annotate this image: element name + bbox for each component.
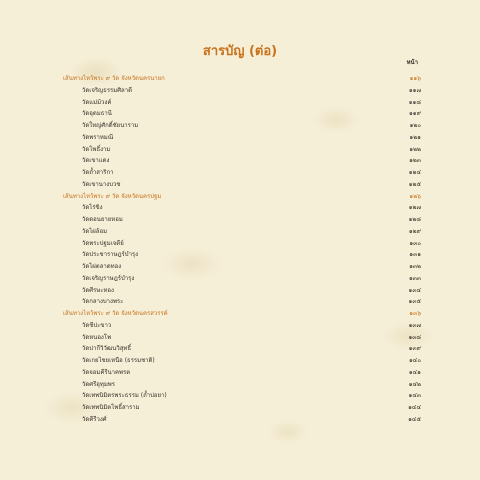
toc-page-number: ๑๒๗ xyxy=(408,204,421,212)
toc-page-number: ๑๒๔ xyxy=(408,169,421,176)
toc-entry-label: วัดหนองโพ xyxy=(82,333,112,341)
toc-section-heading[interactable] xyxy=(63,191,421,203)
toc-page-number: ๑๒๕ xyxy=(408,180,421,188)
toc-page-number: ๑๔๑ xyxy=(408,368,421,376)
toc-page-number: ๑๑๘ xyxy=(408,98,421,106)
toc-entry[interactable] xyxy=(63,85,421,97)
toc-entry[interactable] xyxy=(63,167,421,179)
toc-page-number: ๑๓๑ xyxy=(409,251,421,259)
toc-page-number: ๑๓๖ xyxy=(409,310,421,317)
toc-page-number: ๑๔๒ xyxy=(408,380,421,388)
toc-page-number: ๑๓๙ xyxy=(408,345,421,353)
toc-entry-label: วัดไร่ขิง xyxy=(82,204,103,212)
toc-entry-label: วัดเจริญธรรมศิลาดี xyxy=(82,86,132,94)
toc-entry[interactable] xyxy=(63,390,421,402)
toc-page-number: ๑๔๔ xyxy=(408,404,421,411)
toc-entry-label: เส้นทางไหว้พระ ๙ วัด จังหวัดนครนายก xyxy=(63,75,165,82)
toc-entry-label: เส้นทางไหว้พระ ๙ วัด จังหวัดนครปฐม xyxy=(63,192,162,200)
toc-entry-label: วัดใหญ่ศักดิ์ชัยนาราม xyxy=(82,122,139,129)
toc-section-heading[interactable] xyxy=(63,73,421,85)
toc-page-number: ๑๒๑ xyxy=(409,133,421,141)
toc-page-number: ๑๔๐ xyxy=(408,357,421,364)
toc-entry-label: วัดแม่ม้วงค์ xyxy=(82,98,112,106)
toc-entry[interactable] xyxy=(63,296,421,308)
toc-entry[interactable] xyxy=(63,155,421,167)
toc-page-number: ๑๔๓ xyxy=(408,392,421,400)
toc-page-number: ๑๔๕ xyxy=(408,415,421,423)
toc-entry[interactable] xyxy=(63,202,421,214)
toc-entry-label: วัดดอนยายหอม xyxy=(82,216,123,223)
toc-page-number: ๑๒๖ xyxy=(409,192,421,200)
toc-entry[interactable] xyxy=(63,379,421,391)
toc-entry[interactable] xyxy=(63,120,421,132)
toc-entry-label: วัดเทพนิมิตรพระธรรม (ถ้ำบ่อยา) xyxy=(82,392,167,400)
toc-entry-label: วัดพระปฐมเจดีย์ xyxy=(82,239,124,247)
toc-entry-label: วัดศีรษะทอง xyxy=(82,286,114,294)
toc-page-number: ๑๒๒ xyxy=(409,145,421,153)
toc-entry-label: วัดถ้ำสาริกา xyxy=(82,169,114,176)
toc-page-number: ๑๓๒ xyxy=(409,263,421,270)
toc-entry[interactable] xyxy=(63,402,421,414)
toc-entry-label: วัดอุดมธานี xyxy=(82,110,112,118)
toc-entry-label: วัดพราหมณี xyxy=(82,133,114,141)
toc-entry[interactable] xyxy=(63,214,421,226)
toc-page-number: ๑๒๘ xyxy=(408,216,421,223)
toc-entry[interactable] xyxy=(63,320,421,332)
toc-entry-label: วัดเขานางบวช xyxy=(82,180,121,188)
toc-entry-label: วัดกลางบางพระ xyxy=(82,298,124,306)
toc-page-number: ๑๒๓ xyxy=(409,157,421,165)
toc-entry[interactable] xyxy=(63,226,421,238)
toc-page-number: ๑๒๙ xyxy=(408,227,421,235)
toc-entry-label: วัดไผ่ล้อม xyxy=(82,227,108,235)
toc-page-number: ๑๓๐ xyxy=(409,239,421,247)
toc-entry-label: วัดโพธิ์งาม xyxy=(82,145,111,153)
toc-page-number: ๑๒๐ xyxy=(409,122,421,129)
toc-entry[interactable] xyxy=(63,144,421,156)
toc-entry-label: เส้นทางไหว้พระ ๙ วัด จังหวัดนครสวรรค์ xyxy=(63,310,168,317)
toc-page-number: ๑๓๔ xyxy=(408,286,421,294)
toc-entry[interactable] xyxy=(63,249,421,261)
toc-entry[interactable] xyxy=(63,414,421,426)
toc-entry[interactable] xyxy=(63,108,421,120)
toc-entry-label: วัดคีรีวงศ์ xyxy=(82,415,107,423)
toc-entry-label: วัดเขาแดง xyxy=(82,157,110,165)
toc-page-number: ๑๓๗ xyxy=(408,321,421,329)
toc-entry-label: วัดปากีวิวัฒนวิสุทธิ์ xyxy=(82,345,131,353)
toc-page-number: ๑๓๘ xyxy=(408,333,421,341)
toc-entry-label: วัดเจริญราษฎร์บำรุง xyxy=(82,274,135,282)
toc-entry-label: วัดศรีอุทุมพร xyxy=(82,380,115,388)
toc-page-number: ๑๓๕ xyxy=(408,298,421,306)
toc-entry[interactable] xyxy=(63,367,421,379)
toc-entry[interactable] xyxy=(63,285,421,297)
toc-entry-label: วัดจอมคีรีนาคพรต xyxy=(82,368,131,376)
toc-entry[interactable] xyxy=(63,179,421,191)
page-number-column-label: หน้า xyxy=(406,59,418,66)
toc-entry[interactable] xyxy=(63,332,421,344)
toc-page-number: ๑๓๓ xyxy=(408,274,421,282)
toc-entry[interactable] xyxy=(63,238,421,250)
toc-page-number: ๑๑๖ xyxy=(409,75,421,82)
table-of-contents xyxy=(63,73,421,426)
toc-entry-label: วัดไผ่ตลาดทอง xyxy=(82,263,122,270)
toc-section-heading[interactable] xyxy=(63,308,421,320)
toc-entry[interactable] xyxy=(63,261,421,273)
toc-page-number: ๑๑๙ xyxy=(408,110,421,118)
toc-entry-label: วัดเกยไชยเหนือ (ธรรมชาติ) xyxy=(82,357,155,364)
toc-page-number: ๑๑๗ xyxy=(408,86,421,94)
toc-entry-label: วัดชีปะขาว xyxy=(82,321,112,329)
toc-entry[interactable] xyxy=(63,97,421,109)
page-title: สารบัญ (ต่อ) xyxy=(202,44,278,59)
toc-entry[interactable] xyxy=(63,273,421,285)
toc-entry-label: วัดเทพนิมิตโพธิ์สาราม xyxy=(82,404,140,411)
toc-entry[interactable] xyxy=(63,343,421,355)
toc-entry[interactable] xyxy=(63,132,421,144)
toc-entry[interactable] xyxy=(63,355,421,367)
toc-entry-label: วัดประชาราษฎร์บำรุง xyxy=(82,251,139,259)
